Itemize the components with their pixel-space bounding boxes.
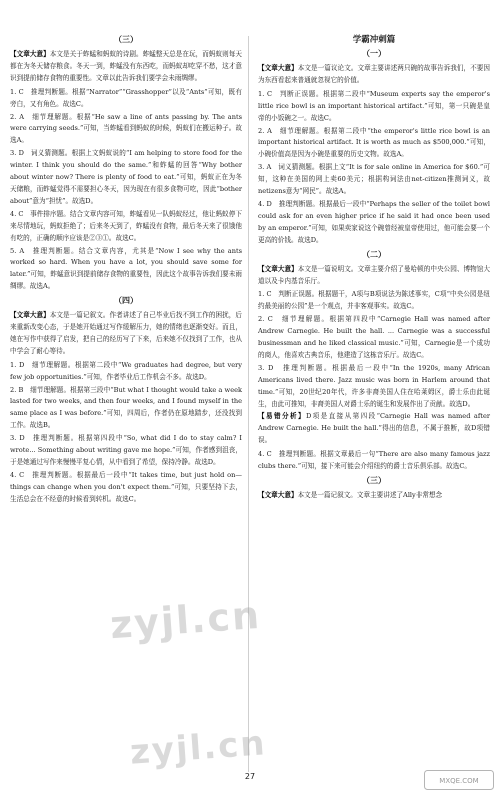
answer-item: 4. C 事件排序题。结合文章内容可知，蚱蜢看见一队蚂蚁经过，他让蚂蚁停下来尽情地玩，蚂蚁拒绝了；后来冬天到了，蚱蜢没有食物，最后冬天来了很饿他有吃的，正确的顺序应该是②③①。故选C。: [10, 209, 242, 242]
summary-tag: 【文章大意】: [10, 311, 50, 320]
answer-item: 1. D 细节理解题。根据第二段中“We graduates had degree, but very few job opportunities.”可知，作者毕业后工作机会不多。故选D。: [10, 360, 242, 381]
error-analysis-text: D项是直接从第四段“Carnegie Hall was named after Andrew Carnegie. He built the hall.”得出的信息，不属于推断，故D项错误。: [258, 412, 490, 445]
right-blocks-a: [258, 63, 490, 247]
page-number: 27: [244, 772, 256, 781]
answer-item: 3. D 推理判断题。根据第四段中“So, what did I do to stay calm? I wrote... Something about writing gave me hope.”可知，作者感到沮丧，于是她通过写作来慢慢平复心情，从中看到了希望，保持冷静。故选D。: [10, 434, 242, 466]
summary-text: 本文是关于蚱蜢和蚂蚁的诗剧。蚱蜢整天总是在玩，而蚂蚁则每天都在为冬天储存粮食。冬天一到，蚱蜢没有东西吃，而蚂蚁却吃穿不愁，这才意识到提前储存食物的重要性。文章以此告诉我们要学会未雨绸缪。: [10, 50, 243, 82]
error-analysis-tag: 【易错分析】: [258, 412, 306, 421]
answer-item: 2. A 细节理解题。根据第二段中“the emperor's little rice bowl is an important historical artifact. It is worth as much as $500,000.”可知，小碗价值高是因为小碗是重要的历史文物。故选A。: [258, 126, 490, 159]
answer-item: 3. A 词义猜测题。根据上文“It is for sale online in America for $60.”可知，这种在美国的网上卖60美元；根据构词法由net-citizen推测词义，故netizens意为“网民”。故选A。: [258, 163, 490, 196]
left-blocks-a: [10, 49, 242, 293]
answer-item: 1. C 判断正误题。根据题干，A项与B项说法为陈述事实，C项“中央公园是纽约最美丽的公园”是一个观点，并非客观事实。故选C。: [258, 290, 490, 311]
summary-tag: 【文章大意】: [258, 264, 298, 273]
answer-item: 2. B 细节理解题。根据第三段中“But what I thought would take a week lasted for two weeks, and then four weeks, and I found myself in the same place as I was before.”可知，四周后，作者仍在原地踏步，还没找到工作。故选B。: [10, 385, 242, 430]
svg-text:MXQE.COM: MXQE.COM: [439, 777, 479, 785]
summary-tag: 【文章大意】: [10, 50, 50, 58]
answer-item: 4. D 推理判断题。根据最后一段中“Perhaps the seller of the toilet bowl could ask for an even higher price if he said it had once been used by an emperor.”可知，如果卖家说这个碗曾经被皇帝使用过，他可能会要一个更高的价钱。故选D。: [258, 199, 490, 244]
answer-item: 5. A 推理判断题。结合文章内容，尤其是“Now I see why the ants worked so hard. When you have a lot, you should save some for later.”可知，蚱蜢意识到提前储存食物的重要性，因此这个故事告诉我们要未雨绸缪。故选A。: [10, 246, 242, 291]
answer-item: 3. D 词义猜测题。根据上文蚂蚁说的“I am helping to store food for the winter. I think you should do the same.”和蚱蜢的回答“Why bother about winter now? There is plenty of food to eat.”可知，蚂蚁正在为冬天储粮，而蚱蜢觉得不需要担心冬天，因为现在有很多食物可吃，因此“bother about”意为“担忧”。故选D。: [10, 149, 242, 205]
answer-item: 1. C 推理判断题。根据“Narrator”“Grasshopper”以及“Ants”可知，既有旁白，又有角色。故选C。: [10, 87, 242, 108]
section-title-4: （四）: [114, 296, 138, 306]
right-blocks-c: [258, 490, 490, 502]
answer-item: 2. A 细节理解题。根据“He saw a line of ants passing by. The ants were carrying seeds.”可知，当蚱蜢看到蚂蚁的时候，蚂蚁们在搬运种子。故选A。: [10, 112, 242, 145]
summary-tag: 【文章大意】: [258, 491, 298, 499]
answer-item: 4. C 推理判断题。根据文章最后一句“There are also many famous jazz clubs there.”可知，接下来可能会介绍纽约的爵士音乐俱乐部。故选C。: [258, 450, 490, 471]
left-blocks-b: [10, 310, 242, 506]
summary-text: 本文是一篇记叙文。作者讲述了自己毕业后找不到工作的困扰，后来重新改变心态，于是她开始通过写作缓解压力，她的情绪也逐渐变好。而且，她在写作中获得了启发，把自己的经历写了下来，后来她不仅找到了工作，也从中学会了耐心等待。: [10, 311, 243, 355]
summary-paragraph: [10, 310, 242, 358]
answer-item: 4. C 推理判断题。根据最后一段中“It takes time, but just hold on—things can change when you don't expect them.”可知，只要坚持下去，生活总会在不经意的时候看到转机。故选C。: [10, 470, 242, 503]
right-column: [258, 34, 490, 504]
summary-paragraph: [10, 49, 242, 85]
summary-paragraph: [258, 490, 490, 502]
error-analysis-paragraph: [258, 411, 490, 447]
summary-text: 本文是一篇记叙文。文章主要讲述了Ally非常想念: [297, 491, 443, 499]
column-divider: [248, 36, 249, 772]
watermark-text: zyjl.cn: [128, 723, 268, 773]
right-blocks-b: [258, 264, 490, 473]
left-column: [10, 34, 242, 507]
watermark-text: zyjl.cn: [108, 592, 263, 648]
section-title-3: （三）: [114, 35, 138, 44]
right-header-title: 学霸冲刺篇: [352, 35, 396, 45]
summary-paragraph: [258, 63, 490, 87]
answer-item: 1. C 判断正误题。根据第二段中“Museum experts say the emperor's little rice bowl is an important historical artifact.”可知，第一只碗是皇帝的小饭碗之一。故选C。: [258, 89, 490, 122]
section-title-2: （二）: [362, 249, 386, 259]
summary-text: 本文是一篇议论文。文章主要讲述两只碗的故事告诉我们，不要因为东西看起来普通就忽视它的价值。: [258, 64, 491, 84]
section-title-3-right: （三）: [362, 476, 386, 485]
corner-logo-icon: [424, 770, 494, 790]
summary-text: 本文是一篇说明文。文章主要介绍了曼哈顿的中央公园、博物馆大道以及卡内基音乐厅。: [258, 264, 491, 285]
answer-item: 2. C 细节理解题。根据第四段中“Carnegie Hall was named after Andrew Carnegie. He built the hall. ... Carnegie was a successful businessman and he liked classical music.”可知，Carnegie是一个成功的商人，他喜欢古典音乐，他建造了这栋音乐厅。故选C。: [258, 315, 490, 359]
summary-paragraph: [258, 264, 490, 288]
section-title-1: （一）: [362, 49, 386, 58]
summary-tag: 【文章大意】: [258, 64, 298, 72]
answer-item: 3. D 推理判断题。根据最后一段中“In the 1920s, many African Americans lived there. Jazz music was born in Harlem around that time.”可知，20世纪20年代，许多非裔美国人住在哈莱姆区，爵士乐由此诞生，由此可推知，非裔美国人对爵士乐的诞生和发展作出了贡献。故选D。: [258, 363, 490, 408]
